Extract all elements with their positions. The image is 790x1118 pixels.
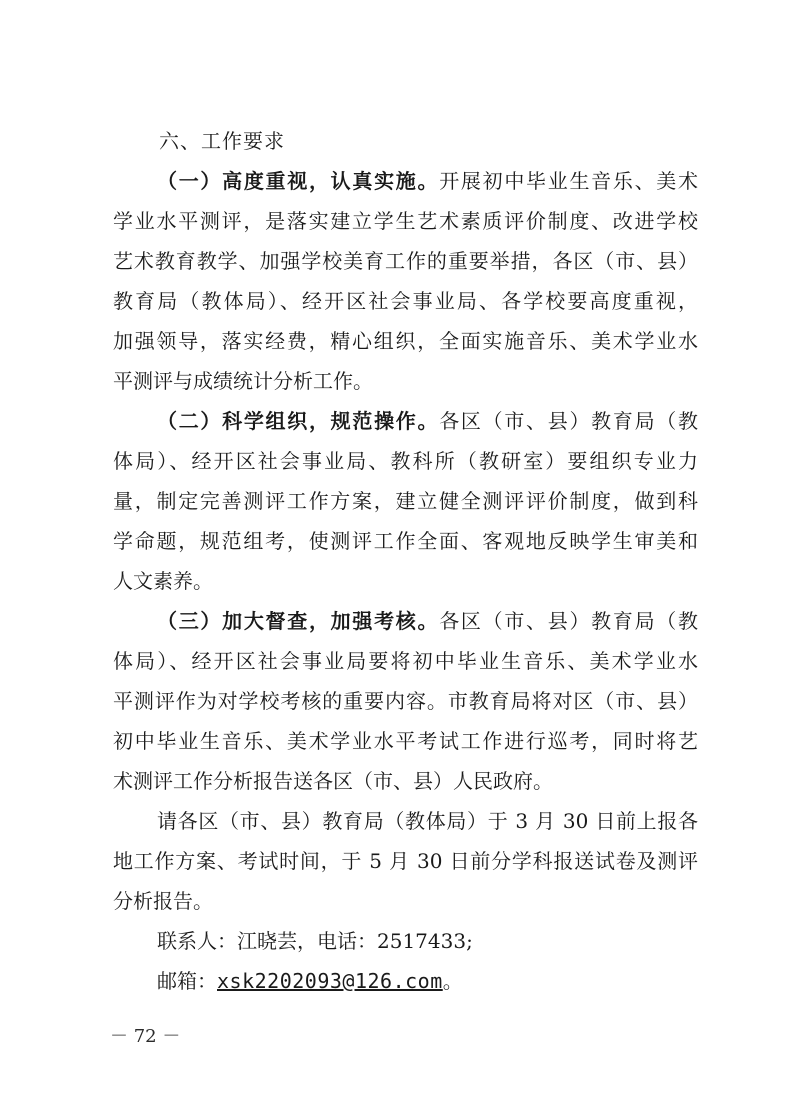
email-line bbox=[157, 961, 698, 1001]
paragraph-2-heading: （二）科学组织，规范操作。 bbox=[157, 409, 440, 433]
paragraph-3-heading: （三）加大督查，加强考核。 bbox=[157, 609, 440, 633]
paragraph-1-line-2: 学业水平测评，是落实建立学生艺术素质评价制度、改进学校 bbox=[113, 209, 698, 233]
paragraph-1-line-6: 平测评与成绩统计分析工作。 bbox=[113, 369, 373, 393]
paragraph-1-line-1-text: 开展初中毕业生音乐、美术 bbox=[439, 169, 699, 193]
paragraph-3-line-4: 初中毕业生音乐、美术学业水平考试工作进行巡考，同时将艺 bbox=[113, 729, 698, 753]
paragraph-2-line-3: 量，制定完善测评工作方案，建立健全测评评价制度，做到科 bbox=[113, 489, 698, 513]
paragraph-2-line-1-text: 各区（市、县）教育局（教 bbox=[439, 409, 699, 433]
contact-line: 联系人：江晓芸，电话：2517433; bbox=[157, 929, 473, 953]
email-suffix: 。 bbox=[442, 969, 463, 993]
email-address-link[interactable]: xsk2202093@126.com bbox=[217, 969, 443, 993]
page-number: － 72 － bbox=[110, 1026, 181, 1047]
paragraph-3-line-5: 术测评工作分析报告送各区（市、县）人民政府。 bbox=[113, 769, 553, 793]
paragraph-1-line-5: 加强领导，落实经费，精心组织，全面实施音乐、美术学业水 bbox=[113, 329, 698, 353]
paragraph-2-line-1 bbox=[157, 401, 698, 441]
paragraph-4-line-3: 分析报告。 bbox=[113, 889, 213, 913]
paragraph-1-heading: （一）高度重视，认真实施。 bbox=[157, 169, 440, 193]
paragraph-3-line-1-text: 各区（市、县）教育局（教 bbox=[439, 609, 699, 633]
paragraph-3-line-3: 平测评作为对学校考核的重要内容。市教育局将对区（市、县） bbox=[113, 689, 698, 713]
paragraph-2-line-4: 学命题，规范组考，使测评工作全面、客观地反映学生审美和 bbox=[113, 529, 698, 553]
paragraph-2-line-2: 体局）、经开区社会事业局、教科所（教研室）要组织专业力 bbox=[113, 449, 698, 473]
paragraph-1-line-1 bbox=[157, 161, 698, 201]
paragraph-1-line-3: 艺术教育教学、加强学校美育工作的重要举措，各区（市、县） bbox=[113, 249, 698, 273]
paragraph-2-line-5: 人文素养。 bbox=[113, 569, 213, 593]
paragraph-4-line-2: 地工作方案、考试时间，于 5 月 30 日前分学科报送试卷及测评 bbox=[113, 849, 698, 873]
paragraph-3-line-2: 体局）、经开区社会事业局要将初中毕业生音乐、美术学业水 bbox=[113, 649, 698, 673]
paragraph-3-line-1 bbox=[157, 601, 698, 641]
paragraph-1-line-4: 教育局（教体局）、经开区社会事业局、各学校要高度重视， bbox=[113, 289, 698, 313]
email-label: 邮箱： bbox=[157, 969, 217, 993]
section-title: 六、工作要求 bbox=[159, 129, 285, 153]
paragraph-4-line-1: 请各区（市、县）教育局（教体局）于 3 月 30 日前上报各 bbox=[157, 809, 698, 833]
